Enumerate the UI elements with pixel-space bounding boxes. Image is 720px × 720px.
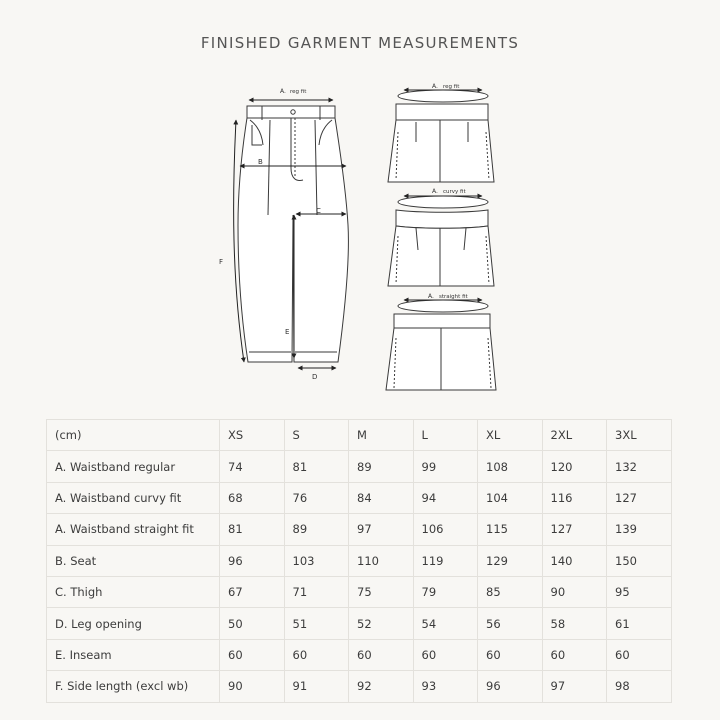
measurement-value: 150 (607, 545, 672, 576)
measurement-value: 94 (413, 482, 478, 513)
measurement-value: 89 (349, 451, 414, 482)
waistband-straight-drawing (386, 300, 496, 390)
label-d: D (312, 373, 318, 381)
waistband-curvy-drawing (388, 196, 494, 286)
size-header: XL (478, 420, 543, 451)
measurement-value: 60 (607, 639, 672, 670)
measurement-value: 140 (542, 545, 607, 576)
waistband-regular-drawing (388, 90, 494, 182)
measurement-value: 127 (607, 482, 672, 513)
measurement-value: 103 (284, 545, 349, 576)
label-b: B (258, 158, 263, 166)
measurement-value: 79 (413, 576, 478, 607)
waistband-2-fit: curvy fit (443, 189, 466, 195)
label-c: C (316, 207, 321, 215)
waistband-1-fit: reg fit (443, 84, 460, 90)
measurement-value: 60 (349, 639, 414, 670)
measurement-value: 104 (478, 482, 543, 513)
measurement-value: 127 (542, 514, 607, 545)
measurement-value: 115 (478, 514, 543, 545)
measurement-value: 132 (607, 451, 672, 482)
size-header: 3XL (607, 420, 672, 451)
pants-drawing (238, 106, 348, 362)
waistband-3-letter: A. (428, 293, 434, 300)
table-row (47, 576, 672, 607)
measurement-value: 56 (478, 608, 543, 639)
measurement-value: 97 (542, 671, 607, 702)
measurement-value: 96 (220, 545, 285, 576)
measurement-value: 76 (284, 482, 349, 513)
measurement-value: 81 (220, 514, 285, 545)
table-row (47, 545, 672, 576)
measurement-value: 84 (349, 482, 414, 513)
measurement-value: 74 (220, 451, 285, 482)
measurements-table (46, 419, 672, 703)
waistband-3-fit: straight fit (439, 294, 468, 300)
measurement-value: 81 (284, 451, 349, 482)
measurement-label: A. Waistband regular (47, 451, 220, 482)
measurement-value: 92 (349, 671, 414, 702)
measurement-value: 60 (413, 639, 478, 670)
measurement-value: 60 (542, 639, 607, 670)
measurement-value: 99 (413, 451, 478, 482)
label-a-fit: reg fit (290, 89, 307, 95)
measurement-value: 91 (284, 671, 349, 702)
table-header-row (47, 420, 672, 451)
measurement-value: 67 (220, 576, 285, 607)
measurement-value: 51 (284, 608, 349, 639)
size-header: 2XL (542, 420, 607, 451)
measurement-value: 93 (413, 671, 478, 702)
measurement-value: 60 (220, 639, 285, 670)
measurement-label: F. Side length (excl wb) (47, 671, 220, 702)
measurement-value: 119 (413, 545, 478, 576)
measurement-value: 68 (220, 482, 285, 513)
measurement-value: 98 (607, 671, 672, 702)
measurement-value: 61 (607, 608, 672, 639)
measurement-value: 106 (413, 514, 478, 545)
measurement-value: 52 (349, 608, 414, 639)
measurement-label: C. Thigh (47, 576, 220, 607)
measurement-label: A. Waistband curvy fit (47, 482, 220, 513)
measurement-value: 90 (542, 576, 607, 607)
waistband-1-letter: A. (432, 83, 438, 90)
measurement-value: 75 (349, 576, 414, 607)
unit-header: (cm) (47, 420, 220, 451)
measurement-label: B. Seat (47, 545, 220, 576)
waistband-2-letter: A. (432, 188, 438, 195)
table-row (47, 639, 672, 670)
measurement-value: 120 (542, 451, 607, 482)
measurement-value: 54 (413, 608, 478, 639)
measurement-value: 108 (478, 451, 543, 482)
measurement-value: 60 (284, 639, 349, 670)
measurement-value: 85 (478, 576, 543, 607)
measurement-label: D. Leg opening (47, 608, 220, 639)
size-header: L (413, 420, 478, 451)
measurement-value: 60 (478, 639, 543, 670)
table-row (47, 514, 672, 545)
measurement-value: 96 (478, 671, 543, 702)
size-header: S (284, 420, 349, 451)
measurement-value: 58 (542, 608, 607, 639)
table-row (47, 451, 672, 482)
label-e: E (285, 328, 290, 336)
measurement-value: 129 (478, 545, 543, 576)
table-row (47, 608, 672, 639)
measurement-value: 50 (220, 608, 285, 639)
measurement-value: 89 (284, 514, 349, 545)
measurement-value: 95 (607, 576, 672, 607)
size-header: M (349, 420, 414, 451)
size-header: XS (220, 420, 285, 451)
measurement-value: 71 (284, 576, 349, 607)
measurement-value: 116 (542, 482, 607, 513)
measurement-label: E. Inseam (47, 639, 220, 670)
table-row (47, 482, 672, 513)
measurement-label: A. Waistband straight fit (47, 514, 220, 545)
measurement-value: 139 (607, 514, 672, 545)
measurement-value: 97 (349, 514, 414, 545)
label-a: A. (280, 88, 286, 95)
table-row (47, 671, 672, 702)
label-f: F (219, 258, 224, 266)
measurement-value: 110 (349, 545, 414, 576)
page-title: FINISHED GARMENT MEASUREMENTS (200, 34, 520, 52)
measurement-value: 90 (220, 671, 285, 702)
